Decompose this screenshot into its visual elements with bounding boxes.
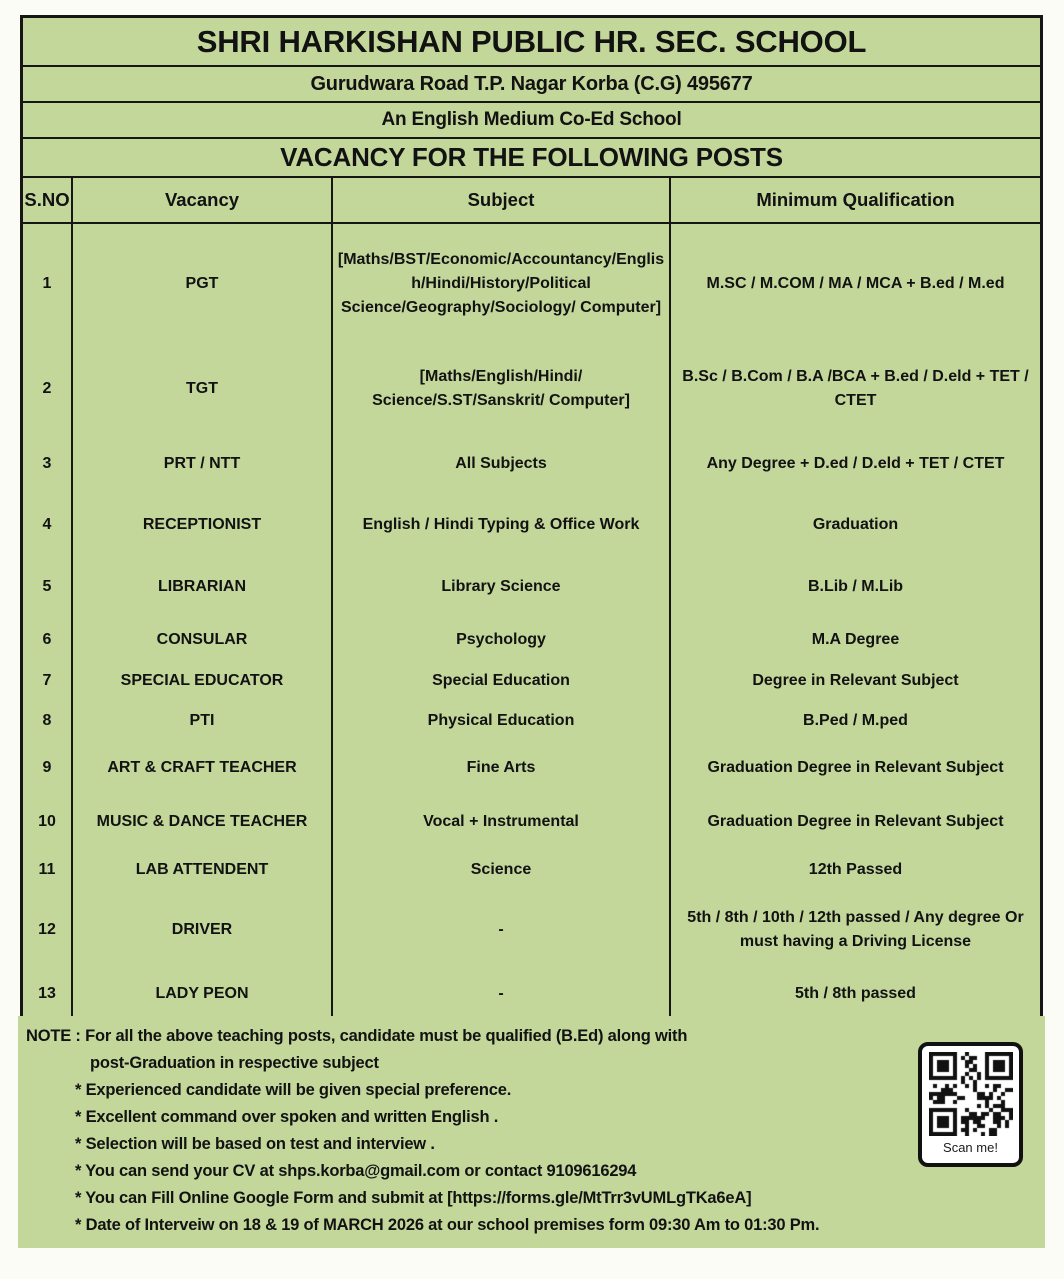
cell-subject: Physical Education <box>333 701 671 741</box>
cell-qualification: Any Degree + D.ed / D.eld + TET / CTET <box>706 455 1005 472</box>
cell-sno: 1 <box>23 224 73 344</box>
cell-qualification: M.A Degree <box>811 630 900 648</box>
cell-sno: 6 <box>23 618 73 661</box>
cell-sno: 13 <box>23 969 73 1018</box>
cell-sno: 12 <box>23 891 73 969</box>
cell-sno: 10 <box>23 794 73 849</box>
cell-sno: 7 <box>23 661 73 701</box>
cell-subject: Special Education <box>333 661 671 701</box>
cell-qualification: Graduation Degree in Relevant Subject <box>707 812 1004 830</box>
note-lines <box>18 1023 1045 1239</box>
cell-subject: - <box>333 891 671 969</box>
cell-subject: Science <box>333 849 671 891</box>
cell-subject: [Maths/English/Hindi/ Science/S.ST/Sanskrit/ Computer] <box>333 344 671 434</box>
cell-vacancy: LAB ATTENDENT <box>73 849 333 891</box>
cell-qualification: Degree in Relevant Subject <box>752 672 959 689</box>
cell-sno: 5 <box>23 556 73 618</box>
cell-qualification: M.SC / M.COM / MA / MCA + B.ed / M.ed <box>706 275 1005 292</box>
cell-vacancy: PTI <box>73 701 333 741</box>
note-line: * Experienced candidate will be given special preference. <box>75 1081 512 1099</box>
table-header-row <box>23 178 1040 224</box>
cell-qualification: Graduation <box>812 516 899 533</box>
cell-sno: 4 <box>23 494 73 556</box>
cell-qualification: B.Lib / M.Lib <box>807 578 904 595</box>
cell-sno: 2 <box>23 344 73 434</box>
note-line: * Selection will be based on test and interview . <box>75 1135 435 1153</box>
note-line: * Excellent command over spoken and written English . <box>75 1108 499 1126</box>
column-header-vacancy: Vacancy <box>73 178 333 222</box>
cell-qualification: Graduation Degree in Relevant Subject <box>707 758 1004 776</box>
cell-qualification: B.Ped / M.ped <box>803 712 908 729</box>
cell-subject: All Subjects <box>333 434 671 494</box>
cell-subject: - <box>333 969 671 1018</box>
cell-sno: 9 <box>23 741 73 794</box>
cell-vacancy: SPECIAL EDUCATOR <box>73 661 333 701</box>
cell-vacancy: PRT / NTT <box>73 434 333 494</box>
note-line: post-Graduation in respective subject <box>90 1054 379 1072</box>
table-body <box>23 224 1040 1018</box>
cell-vacancy: RECEPTIONIST <box>73 494 333 556</box>
cell-subject: Psychology <box>333 618 671 661</box>
note-line: NOTE : For all the above teaching posts, candidate must be qualified (B.Ed) along with <box>26 1027 688 1045</box>
cell-qualification: 12th Passed <box>808 861 903 878</box>
cell-vacancy: TGT <box>73 344 333 434</box>
cell-vacancy: DRIVER <box>73 891 333 969</box>
cell-vacancy: LIBRARIAN <box>73 556 333 618</box>
cell-subject: Library Science <box>333 556 671 618</box>
column-header-qualification: Minimum Qualification <box>756 189 955 210</box>
vacancy-headline: VACANCY FOR THE FOLLOWING POSTS <box>23 139 1040 178</box>
vacancy-table <box>20 15 1043 1021</box>
cell-sno: 3 <box>23 434 73 494</box>
qr-card <box>918 1042 1023 1167</box>
note-section <box>18 1016 1045 1248</box>
school-name: SHRI HARKISHAN PUBLIC HR. SEC. SCHOOL <box>23 18 1040 67</box>
cell-subject: English / Hindi Typing & Office Work <box>333 494 671 556</box>
cell-vacancy: ART & CRAFT TEACHER <box>73 741 333 794</box>
school-tagline: An English Medium Co-Ed School <box>23 103 1040 139</box>
cell-subject: Fine Arts <box>333 741 671 794</box>
note-line: * You can Fill Online Google Form and submit at [https://forms.gle/MtTrr3vUMLgTKa6eA] <box>75 1189 752 1207</box>
cell-sno: 8 <box>23 701 73 741</box>
cell-vacancy: MUSIC & DANCE TEACHER <box>73 794 333 849</box>
qr-label: Scan me! <box>943 1140 998 1155</box>
cell-vacancy: LADY PEON <box>73 969 333 1018</box>
cell-vacancy: CONSULAR <box>73 618 333 661</box>
cell-qualification: 5th / 8th passed <box>795 984 916 1002</box>
qr-code <box>929 1052 1013 1136</box>
cell-qualification: 5th / 8th / 10th / 12th passed / Any degree Or must having a Driving License <box>687 909 1024 950</box>
cell-subject: [Maths/BST/Economic/Accountancy/English/Hindi/History/Political Science/Geography/Sociology/ Computer] <box>333 224 671 344</box>
cell-sno: 11 <box>23 849 73 891</box>
school-address: Gurudwara Road T.P. Nagar Korba (C.G) 495677 <box>23 67 1040 103</box>
cell-qualification: B.Sc / B.Com / B.A /BCA + B.ed / D.eld + TET / CTET <box>682 368 1029 409</box>
note-line: * Date of Interveiw on 18 & 19 of MARCH 2026 at our school premises form 09:30 Am to 01:30 Pm. <box>75 1216 820 1234</box>
cell-vacancy: PGT <box>73 224 333 344</box>
note-line: * You can send your CV at shps.korba@gmail.com or contact 9109616294 <box>75 1162 637 1180</box>
cell-subject: Vocal + Instrumental <box>333 794 671 849</box>
column-header-subject: Subject <box>333 178 671 222</box>
column-header-sno: S.NO <box>23 178 73 222</box>
